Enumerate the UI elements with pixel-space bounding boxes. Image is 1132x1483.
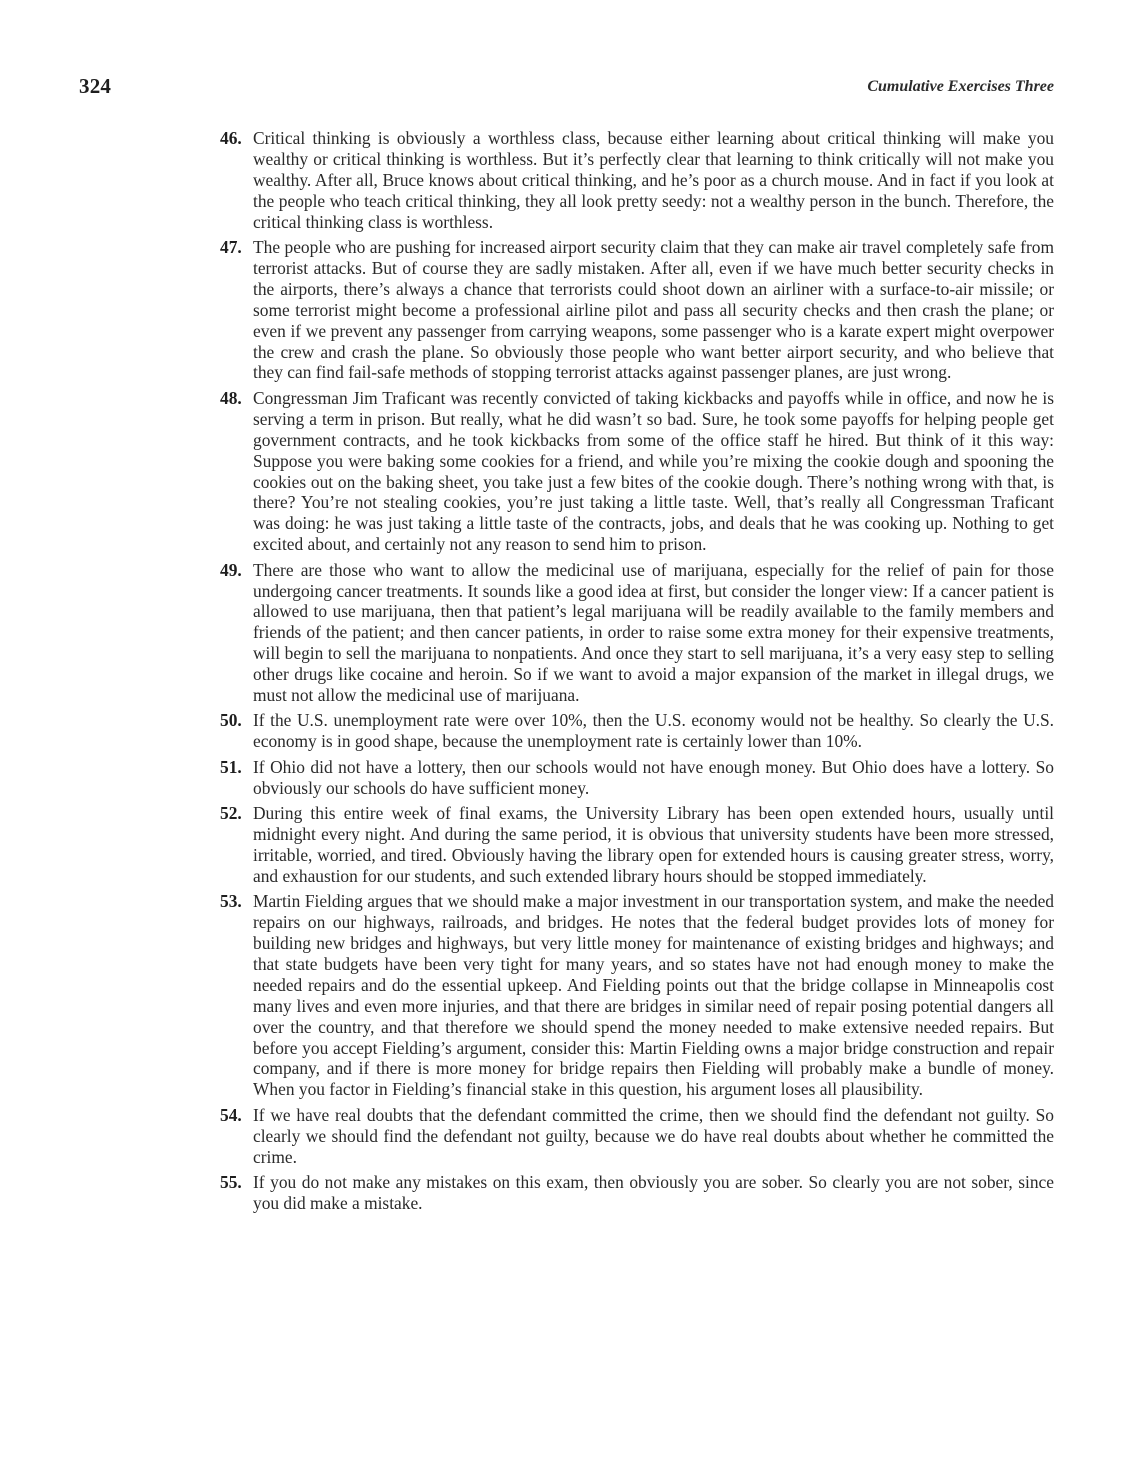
exercise-51 [220,757,1054,799]
exercise-text: There are those who want to allow the medicinal use of marijuana, especially for the relief of pain for those undergoing cancer treatments. It sounds like a good idea at first, but consider the longer view: If a cancer patient is allowed to use marijuana, then that patient’s legal marijuana will be readily available to the family members and friends of the patient; and then cancer patients, in order to raise some extra money for their expensive treatments, will begin to sell the marijuana to nonpatients. And once they start to sell marijuana, it’s a very easy step to selling other drugs like cocaine and heroin. So if we want to avoid a major expansion of the market in illegal drugs, we must not allow the medicinal use of marijuana. [253,559,1054,706]
exercise-text: Congressman Jim Traficant was recently convicted of taking kickbacks and payoffs while in office, and now he is serving a term in prison. But really, what he did wasn’t so bad. Sure, he took some payoffs for helping people get government contracts, and he took kickbacks from some of the office staff he hired. But think of it this way: Suppose you were baking some cookies for a friend, and while you’re mixing the cookie dough and spooning the cookies out on the baking sheet, you take just a few bites of the cookie dough. There’s nothing wrong with that, is there? You’re not stealing cookies, you’re just taking a little taste. Well, that’s really all Congressman Traficant was doing: he was just taking a little taste of the contracts, jobs, and deals that he was cooking up. Nothing to get excited about, and certainly not any reason to send him to prison. [253,387,1054,555]
exercise-52 [220,803,1054,887]
exercise-text: If Ohio did not have a lottery, then our schools would not have enough money. But Ohio does have a lottery. So obviously our schools do have sufficient money. [253,756,1054,798]
page-number: 324 [79,74,112,98]
exercise-number: 54. [220,1104,242,1125]
exercise-text: The people who are pushing for increased airport security claim that they can make air travel completely safe from terrorist attacks. But of course they are sadly mistaken. After all, even if we have much better security checks in the airports, there’s always a chance that terrorists could shoot down an airliner with a surface-to-air missile; or some terrorist might become a professional airline pilot and pass all security checks and then crash the plane; or even if we prevent any passenger from carrying weapons, some passenger who is a karate expert might overpower the crew and crash the plane. So obviously those people who want better airport security, and who believe that they can find fail-safe methods of stopping terrorist attacks against passenger planes, are just wrong. [253,237,1054,383]
exercise-text: If you do not make any mistakes on this exam, then obviously you are sober. So clearly you are not sober, since you did make a mistake. [253,1172,1054,1213]
exercise-49 [220,560,1054,706]
running-head: Cumulative Exercises Three [867,78,1054,95]
exercise-number: 47. [220,237,242,258]
exercise-text: During this entire week of final exams, the University Library has been open extended hours, usually until midnight every night. And during the same period, it is obvious that university students have been more stressed, irritable, worried, and tired. Obviously having the library open for extended hours is causing greater stress, worry, and exhaustion for our students, and such extended library hours should be stopped immediately. [253,803,1054,886]
exercise-number: 53. [220,891,242,912]
exercise-46 [220,128,1054,233]
exercise-list [220,128,1054,1218]
exercise-number: 49. [220,559,242,580]
exercise-number: 51. [220,756,242,777]
exercise-number: 55. [220,1172,242,1192]
exercise-number: 46. [220,128,242,148]
exercise-text: Critical thinking is obviously a worthless class, because either learning about critical thinking will make you wealthy or critical thinking is worthless. But it’s perfectly clear that learning to think critically will not make you wealthy. After all, Bruce knows about critical thinking, and he’s poor as a church mouse. And in fact if you look at the people who teach critical thinking, they all look pretty seedy: not a wealthy person in the bunch. Therefore, the critical thinking class is worthless. [253,128,1054,232]
exercise-47 [220,237,1054,383]
exercise-48 [220,388,1054,555]
exercise-text: If the U.S. unemployment rate were over 10%, then the U.S. economy would not be healthy. So clearly the U.S. economy is in good shape, because the unemployment rate is certainly lower than 10%. [253,710,1054,752]
exercise-number: 50. [220,710,242,731]
exercise-50 [220,710,1054,752]
exercise-number: 52. [220,803,242,824]
exercise-number: 48. [220,387,242,408]
exercise-text: Martin Fielding argues that we should make a major investment in our transportation system, and make the needed repairs on our highways, railroads, and bridges. He notes that the federal budget provides lots of money for building new bridges and highways, but very little money for maintenance of existing bridges and highways; and that state budgets have been very tight for many years, and so states have not had enough money to make the needed repairs and do the essential upkeep. And Fielding points out that the bridge collapse in Minneapolis cost many lives and even more injuries, and that there are bridges in similar need of repair posing potential dangers all over the country, and that therefore we should spend the money needed to make extensive needed repairs. But before you accept Fielding’s argument, consider this: Martin Fielding owns a major bridge construction and repair company, and if there is more money for bridge repairs then Fielding will probably make a bundle of money. When you factor in Fielding’s financial stake in this question, his argument loses all plausibility. [253,891,1054,1100]
exercise-55 [220,1172,1054,1214]
exercise-54 [220,1105,1054,1168]
exercise-text: If we have real doubts that the defendant committed the crime, then we should find the defendant not guilty. So clearly we should find the defendant not guilty, because we do have real doubts about whether he committed the crime. [253,1104,1054,1167]
exercise-53 [220,891,1054,1100]
